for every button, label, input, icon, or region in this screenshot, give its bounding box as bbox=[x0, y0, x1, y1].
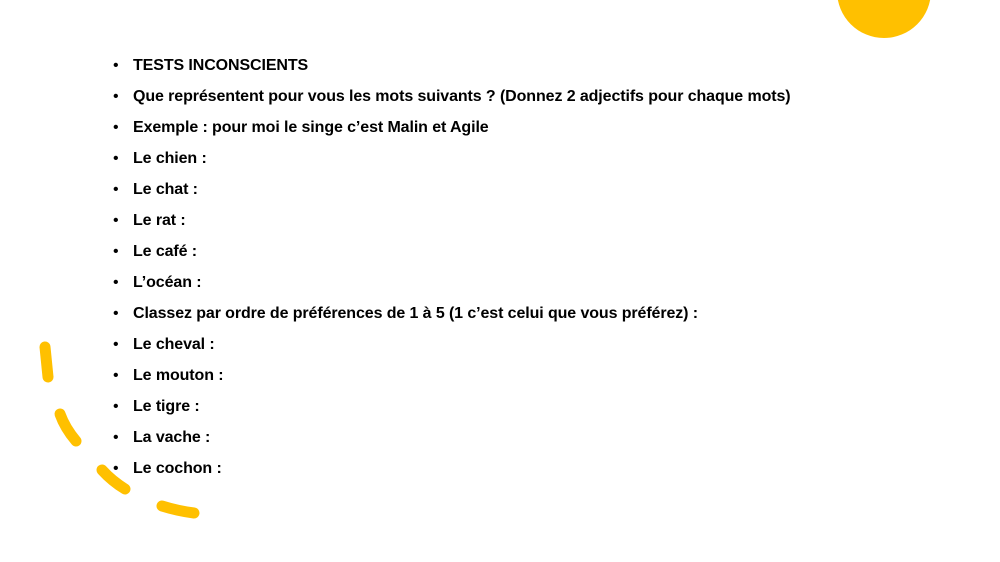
bullet-item bbox=[113, 81, 791, 112]
bullet-text: Classez par ordre de préférences de 1 à 5 (1 c’est celui que vous préférez) : bbox=[133, 304, 698, 322]
bullet-item bbox=[113, 391, 791, 422]
bullet-text: La vache : bbox=[133, 428, 211, 446]
bullet-dot: • bbox=[113, 180, 119, 198]
bullet-text: Le chien : bbox=[133, 149, 207, 167]
bullet-text: Le tigre : bbox=[133, 397, 200, 415]
bullet-text: TESTS INCONSCIENTS bbox=[133, 56, 309, 74]
bullet-dot: • bbox=[113, 273, 119, 291]
bullet-text: Que représentent pour vous les mots suivants ? (Donnez 2 adjectifs pour chaque mots) bbox=[133, 87, 791, 105]
bullet-dot: • bbox=[113, 397, 119, 415]
bullet-item bbox=[113, 453, 791, 484]
bullet-item bbox=[113, 267, 791, 298]
arc-dash-1 bbox=[45, 347, 48, 377]
bullet-item bbox=[113, 360, 791, 391]
bullet-dot: • bbox=[113, 242, 119, 260]
bullet-dot: • bbox=[113, 304, 119, 322]
bullet-item bbox=[113, 298, 791, 329]
bullet-text: Le cheval : bbox=[133, 335, 215, 353]
bullet-dot: • bbox=[113, 366, 119, 384]
bullet-text: Le café : bbox=[133, 242, 198, 260]
bullet-item bbox=[113, 143, 791, 174]
bullet-item bbox=[113, 112, 791, 143]
bullet-item bbox=[113, 205, 791, 236]
bullet-list bbox=[113, 50, 791, 484]
bullet-dot: • bbox=[113, 428, 119, 446]
bullet-dot: • bbox=[113, 459, 119, 477]
bullet-item bbox=[113, 236, 791, 267]
bullet-dot: • bbox=[113, 335, 119, 353]
bullet-text: Exemple : pour moi le singe c’est Malin et Agile bbox=[133, 118, 489, 136]
bullet-text: L’océan : bbox=[133, 273, 202, 291]
bullet-dot: • bbox=[113, 118, 119, 136]
bullet-text: Le cochon : bbox=[133, 459, 222, 477]
bullet-dot: • bbox=[113, 56, 119, 74]
bullet-item bbox=[113, 50, 791, 81]
bullet-text: Le chat : bbox=[133, 180, 198, 198]
bullet-dot: • bbox=[113, 87, 119, 105]
bullet-text: Le rat : bbox=[133, 211, 186, 229]
arc-dash-2 bbox=[60, 414, 76, 441]
bullet-dot: • bbox=[113, 149, 119, 167]
bullet-dot: • bbox=[113, 211, 119, 229]
bullet-text: Le mouton : bbox=[133, 366, 224, 384]
bullet-item bbox=[113, 174, 791, 205]
arc-dash-4 bbox=[162, 506, 194, 513]
corner-circle-decoration bbox=[837, 0, 931, 38]
bullet-item bbox=[113, 422, 791, 453]
bullet-item bbox=[113, 329, 791, 360]
